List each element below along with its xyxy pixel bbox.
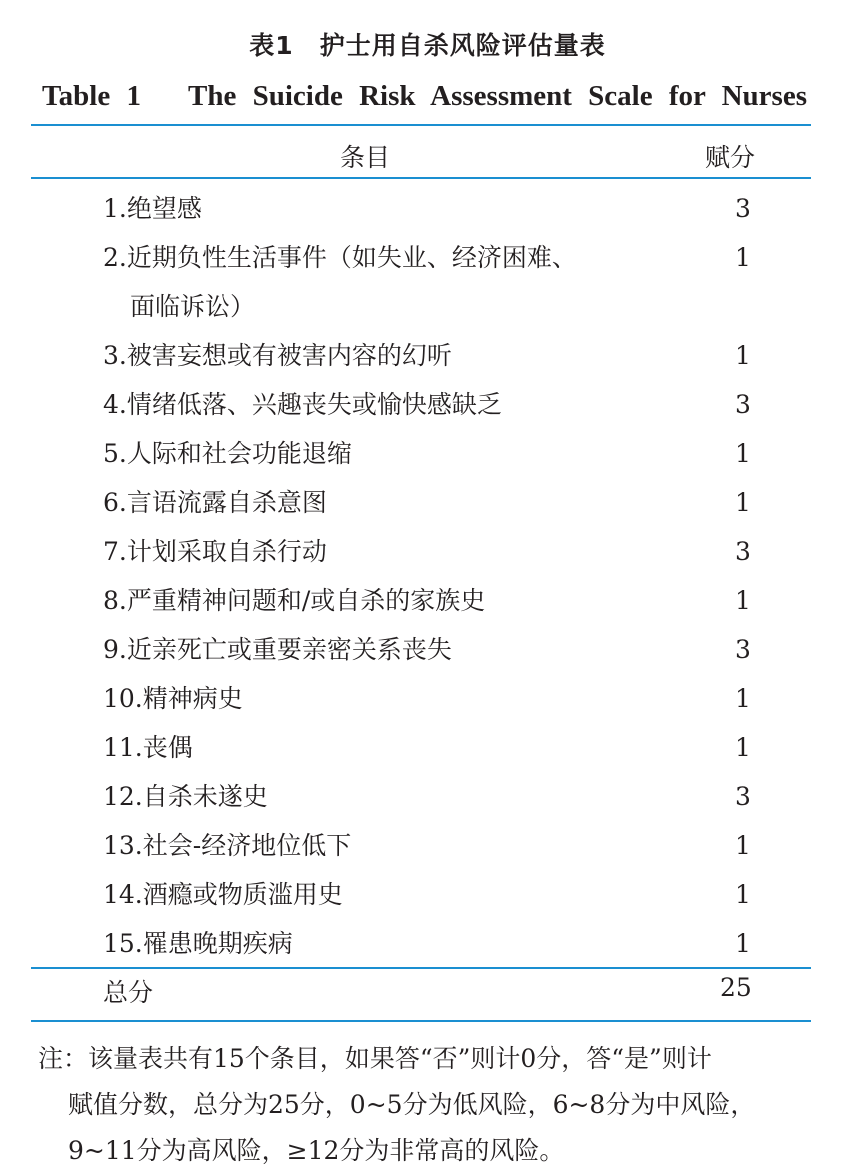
header-score: 赋分 [705, 143, 756, 172]
footnote-line: 赋值分数，总分为25分，0~5分为低风险，6~8分为中风险， [68, 1090, 756, 1119]
row-label: 8.严重精神问题和/或自杀的家族史 [103, 586, 486, 615]
table-row [0, 870, 855, 919]
row-score: 1 [735, 831, 751, 860]
table-row [0, 674, 855, 723]
row-score: 3 [735, 194, 751, 223]
row-score: 3 [735, 537, 751, 566]
row-label: 15.罹患晚期疾病 [103, 929, 293, 958]
row-score: 1 [735, 488, 751, 517]
table-row [0, 184, 855, 233]
total-label: 总分 [103, 978, 154, 1007]
table-row [0, 723, 855, 772]
bottom-rule [31, 1020, 811, 1022]
row-label: 7.计划采取自杀行动 [103, 537, 327, 566]
row-score: 3 [735, 782, 751, 811]
row-label: 3.被害妄想或有被害内容的幻听 [103, 341, 452, 370]
table-row [0, 919, 855, 968]
row-label: 13.社会-经济地位低下 [103, 831, 352, 860]
row-label: 10.精神病史 [103, 684, 243, 713]
row-score: 1 [735, 439, 751, 468]
header-item: 条目 [340, 143, 391, 172]
row-label: 11.丧偶 [103, 733, 193, 762]
row-score: 1 [735, 880, 751, 909]
row-label: 5.人际和社会功能退缩 [103, 439, 352, 468]
row-score: 3 [735, 635, 751, 664]
row-label: 4.情绪低落、兴趣丧失或愉快感缺乏 [103, 390, 502, 419]
table-title-chinese: 表1 护士用自杀风险评估量表 [249, 31, 606, 60]
row-label: 12.自杀未遂史 [103, 782, 268, 811]
row-label [103, 233, 663, 331]
table-row [0, 527, 855, 576]
table-row [0, 429, 855, 478]
table-row [0, 625, 855, 674]
table-footnote [38, 1036, 818, 1174]
row-score: 1 [735, 733, 751, 762]
row-score: 1 [735, 684, 751, 713]
table-row [0, 821, 855, 870]
table-body [0, 184, 855, 968]
row-score: 1 [735, 586, 751, 615]
table-row [0, 478, 855, 527]
row-score: 1 [735, 929, 751, 958]
header-rule [31, 177, 811, 179]
row-score: 1 [735, 341, 751, 370]
row-label: 9.近亲死亡或重要亲密关系丧失 [103, 635, 452, 664]
table-row [0, 331, 855, 380]
row-label: 1.绝望感 [103, 194, 202, 223]
row-label-line: 2.近期负性生活事件（如失业、经济困难、 [103, 243, 577, 272]
row-score: 3 [735, 390, 751, 419]
table-title-english: Table 1 The Suicide Risk Assessment Scale for Nurses [42, 80, 807, 112]
row-score: 1 [735, 243, 751, 272]
top-rule [31, 124, 811, 126]
table-row [0, 576, 855, 625]
total-rule [31, 967, 811, 969]
table-row [0, 772, 855, 821]
row-label-continuation: 面临诉讼） [130, 292, 256, 321]
footnote-line: 9~11分为高风险，≥12分为非常高的风险。 [68, 1136, 565, 1165]
table-row [0, 380, 855, 429]
row-label: 6.言语流露自杀意图 [103, 488, 327, 517]
row-label: 14.酒瘾或物质滥用史 [103, 880, 343, 909]
total-score: 25 [720, 973, 752, 1002]
footnote-line: 注：该量表共有15个条目，如果答“否”则计0分，答“是”则计 [38, 1044, 712, 1073]
table-row [0, 233, 855, 331]
